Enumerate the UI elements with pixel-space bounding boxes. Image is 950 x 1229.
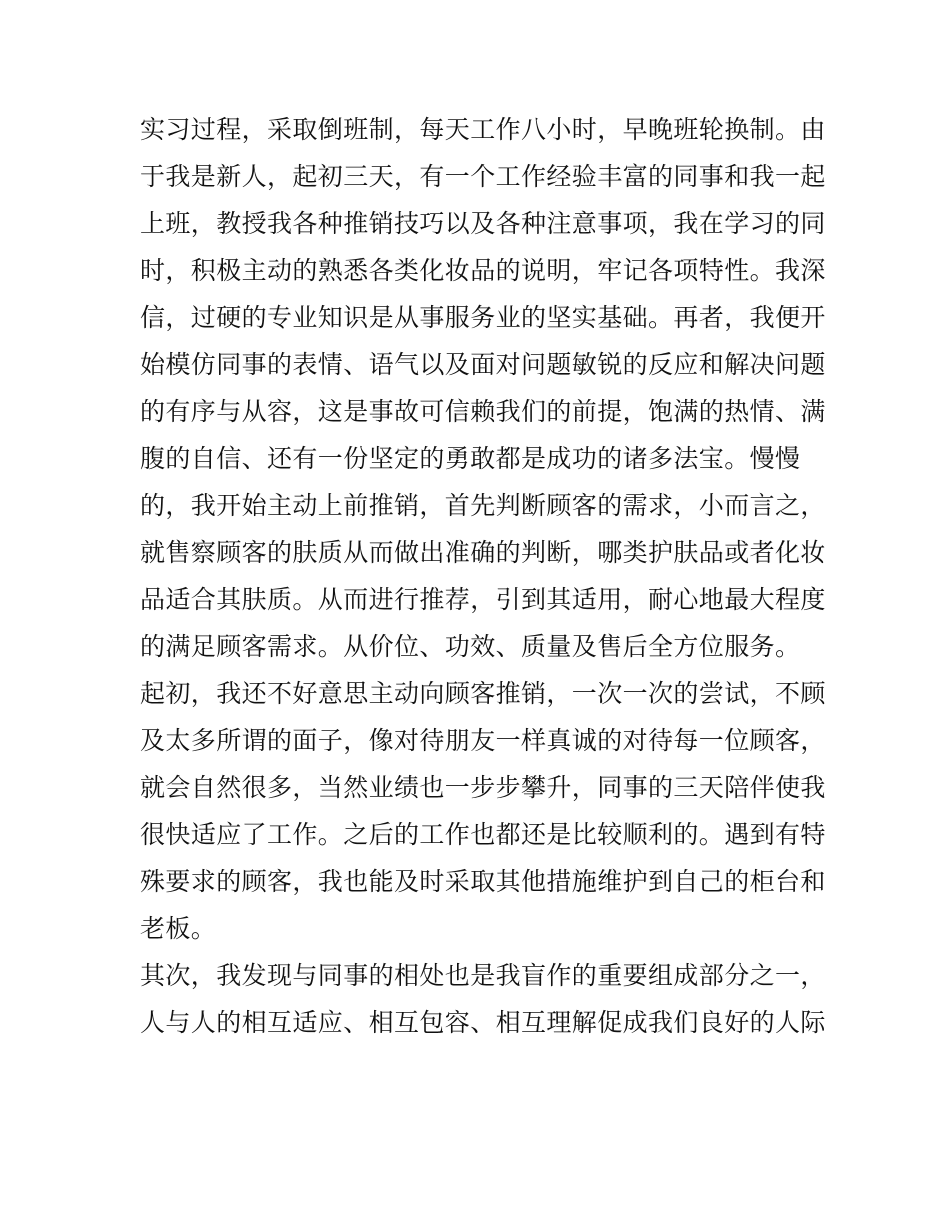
text-line: 的有序与从容，这是事故可信赖我们的前提，饱满的热情、满 — [140, 397, 826, 426]
text-line: 其次，我发现与同事的相处也是我盲作的重要组成部分之一， — [140, 961, 826, 990]
text-line: 始模仿同事的表情、语气以及面对问题敏锐的反应和解决问题 — [140, 350, 826, 379]
text-line: 就售察顾客的肤质从而做出准确的判断，哪类护肤品或者化妆 — [140, 538, 826, 567]
text-line: 很快适应了工作。之后的工作也都还是比较顺利的。遇到有特 — [140, 820, 826, 849]
text-line: 品适合其肤质。从而进行推荐，引到其适用，耐心地最大程度 — [140, 585, 826, 614]
text-line: 上班，教授我各种推销技巧以及各种注意事项，我在学习的同 — [140, 209, 826, 238]
text-line: 的，我开始主动上前推销，首先判断顾客的需求，小而言之， — [140, 491, 826, 520]
text-line: 信，过硬的专业知识是从事服务业的坚实基础。再者，我便开 — [140, 303, 826, 332]
text-line: 实习过程，采取倒班制，每天工作八小时，早晚班轮换制。由 — [140, 115, 826, 144]
text-line: 老板。 — [140, 914, 217, 943]
text-line: 的满足顾客需求。从价位、功效、质量及售后全方位服务。 — [140, 632, 801, 661]
text-line: 人与人的相互适应、相互包容、相互理解促成我们良好的人际 — [140, 1008, 826, 1037]
text-line: 腹的自信、还有一份坚定的勇敢都是成功的诸多法宝。慢慢 — [140, 444, 801, 473]
text-line: 就会自然很多，当然业绩也一步步攀升，同事的三天陪伴使我 — [140, 773, 826, 802]
text-line: 殊要求的顾客，我也能及时采取其他措施维护到自己的柜台和 — [140, 867, 826, 896]
text-line: 于我是新人，起初三天，有一个工作经验丰富的同事和我一起 — [140, 162, 826, 191]
text-line: 起初，我还不好意思主动向顾客推销，一次一次的尝试，不顾 — [140, 679, 826, 708]
body-text — [140, 106, 826, 1046]
text-line: 时，积极主动的熟悉各类化妆品的说明，牢记各项特性。我深 — [140, 256, 826, 285]
text-line: 及太多所谓的面子，像对待朋友一样真诚的对待每一位顾客， — [140, 726, 826, 755]
